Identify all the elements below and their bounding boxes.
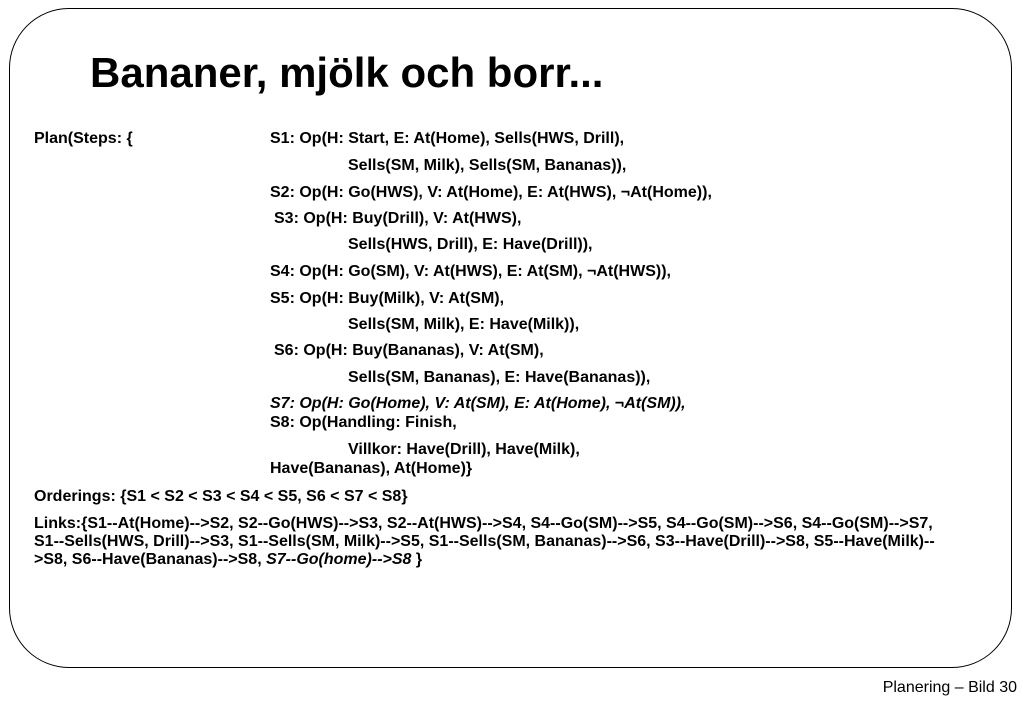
links <box>34 515 959 569</box>
links-text: Links:{S1--At(Home)-->S2, S2--Go(HWS)-->S3, S2--At(HWS)-->S4, S4--Go(SM)-->S5, S4--Go(SM)-->S6, S4--Go(SM)-->S7, S1--Sells(HWS, Drill)-->S3, S1--Sells(SM, Milk)-->S5, S1--Sells(SM, Bananas)-->S6, S3--Have(Drill)-->S8, S5--Have(Milk)-->S8, S6--Have(Bananas)-->S8, <box>34 515 935 568</box>
links-italic: S7--Go(home)-->S8 <box>266 551 412 568</box>
step-s1-line2: Sells(SM, Milk), Sells(SM, Bananas)), <box>348 157 627 174</box>
step-s7: S7: Op(H: Go(Home), V: At(SM), E: At(Home), ¬At(SM)), <box>270 395 686 412</box>
step-s3-line1: S3: Op(H: Buy(Drill), V: At(HWS), <box>274 210 522 227</box>
step-s3-line2: Sells(HWS, Drill), E: Have(Drill)), <box>348 236 593 253</box>
slide-footer: Planering – Bild 30 <box>882 679 1017 696</box>
step-s1-line1: S1: Op(H: Start, E: At(Home), Sells(HWS, Drill), <box>270 130 625 147</box>
step-s5-line1: S5: Op(H: Buy(Milk), V: At(SM), <box>270 290 505 307</box>
plan-label: Plan(Steps: { <box>34 130 133 147</box>
step-s8-line2: Villkor: Have(Drill), Have(Milk), <box>348 441 580 458</box>
step-s6-line1: S6: Op(H: Buy(Bananas), V: At(SM), <box>274 342 544 359</box>
links-end: } <box>411 551 423 568</box>
step-s5-line2: Sells(SM, Milk), E: Have(Milk)), <box>348 316 580 333</box>
step-s2: S2: Op(H: Go(HWS), V: At(Home), E: At(HWS), ¬At(Home)), <box>270 184 712 201</box>
step-s4: S4: Op(H: Go(SM), V: At(HWS), E: At(SM), ¬At(HWS)), <box>270 263 671 280</box>
step-s6-line2: Sells(SM, Bananas), E: Have(Bananas)), <box>348 369 651 386</box>
orderings: Orderings: {S1 < S2 < S3 < S4 < S5, S6 < S7 < S8} <box>34 488 408 505</box>
slide-frame <box>9 8 1012 668</box>
step-s8-line1: S8: Op(Handling: Finish, <box>270 414 457 431</box>
step-s8-line3: Have(Bananas), At(Home)} <box>270 460 473 477</box>
slide-title: Bananer, mjölk och borr... <box>90 49 604 96</box>
